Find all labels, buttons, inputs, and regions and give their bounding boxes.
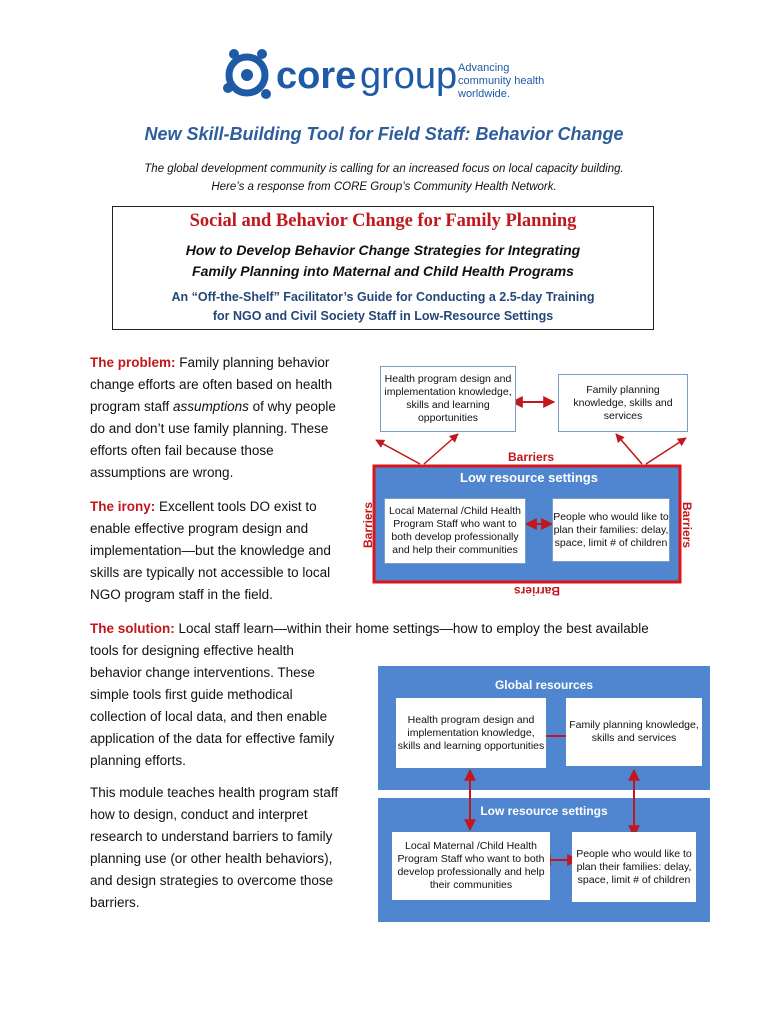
solution-text: Local staff learn—within their home settings—how to employ the best available [174, 621, 649, 636]
people-box: People who would like to plan their families: delay, space, limit # of children [572, 832, 696, 902]
box-heading: Social and Behavior Change for Family Planning [189, 211, 577, 231]
family-planning-box: Family planning knowledge, skills and services [558, 374, 688, 432]
core-group-logo [222, 44, 552, 106]
low-resource-title: Low resource settings [460, 470, 598, 485]
local-staff-box: Local Maternal /Child Health Program Staff who want to both develop professionally and help their communities [392, 832, 550, 900]
logo-group-text: group [360, 55, 458, 97]
barriers-label-bottom: Barriers [514, 584, 561, 598]
family-planning-box: Family planning knowledge, skills and services [566, 698, 702, 766]
box-note [113, 288, 653, 326]
barriers-label-left: Barriers [361, 501, 376, 549]
irony-text: Excellent tools DO exist to enable effective program design and implementation—but the knowledge and skills are typically not accessible to local NGO program staff in the field. [90, 499, 331, 602]
resources-diagram [378, 666, 710, 922]
low-resource-title: Low resource settings [480, 804, 608, 818]
box-note-line: An “Off-the-Shelf” Facilitator’s Guide for Conducting a 2.5-day Training [171, 290, 595, 304]
box-subheading-line: How to Develop Behavior Change Strategies for Integrating [185, 242, 581, 258]
box-subheading-line: Family Planning into Maternal and Child Health Programs [192, 263, 574, 279]
intro-line: The global development community is calling for an increased focus on local capacity building. [144, 163, 624, 175]
logo-tagline-line-2: community health [458, 75, 545, 87]
solution-text-continued: tools for designing effective health behavior change interventions. These simple tools first guide methodical collection of local data, and then enable application of the data for effective family planning efforts. [90, 643, 335, 768]
intro-line: Here’s a response from CORE Group’s Community Health Network. [211, 181, 557, 193]
problem-emphasis: assumptions [173, 399, 249, 414]
problem-lead: The problem: [90, 355, 176, 370]
global-resources-title: Global resources [494, 678, 594, 692]
irony-lead: The irony: [90, 499, 156, 514]
barriers-diagram [362, 362, 722, 602]
health-program-box: Health program design and implementation knowledge, skills and learning opportunities [396, 698, 546, 768]
problem-text: of why people do and don’t use family planning. These efforts often fail because those assumptions are wrong. [90, 399, 336, 480]
health-program-box: Health program design and implementation knowledge, skills and learning opportunities [380, 366, 516, 432]
logo-mark-icon [223, 49, 271, 99]
people-box: People who would like to plan their families: delay, space, limit # of children [552, 498, 670, 562]
irony-paragraph [90, 496, 352, 606]
intro-text [0, 160, 768, 196]
box-subheading [113, 240, 653, 282]
logo-core-text: core [276, 55, 357, 97]
box-note-line: for NGO and Civil Society Staff in Low-Resource Settings [212, 309, 554, 323]
local-staff-box: Local Maternal /Child Health Program Staff who want to both develop professionally and help their communities [384, 498, 526, 564]
solution-lead: The solution: [90, 621, 175, 636]
problem-text: Family planning behavior change efforts are often based on health program staff [90, 355, 333, 414]
logo-tagline-line-3: worldwide. [458, 88, 510, 100]
module-paragraph: This module teaches health program staff how to design, conduct and interpret research to understand barriers to family planning use (or other health behaviors), and design strategies to overcome those barriers. [90, 785, 339, 910]
problem-paragraph [90, 352, 352, 484]
barriers-label-top: Barriers [508, 450, 555, 464]
barriers-label-right: Barriers [680, 501, 695, 549]
page-title: New Skill-Building Tool for Field Staff: Behavior Change [144, 124, 624, 144]
title-box [112, 206, 654, 330]
logo-tagline-line-1: Advancing [458, 62, 510, 74]
